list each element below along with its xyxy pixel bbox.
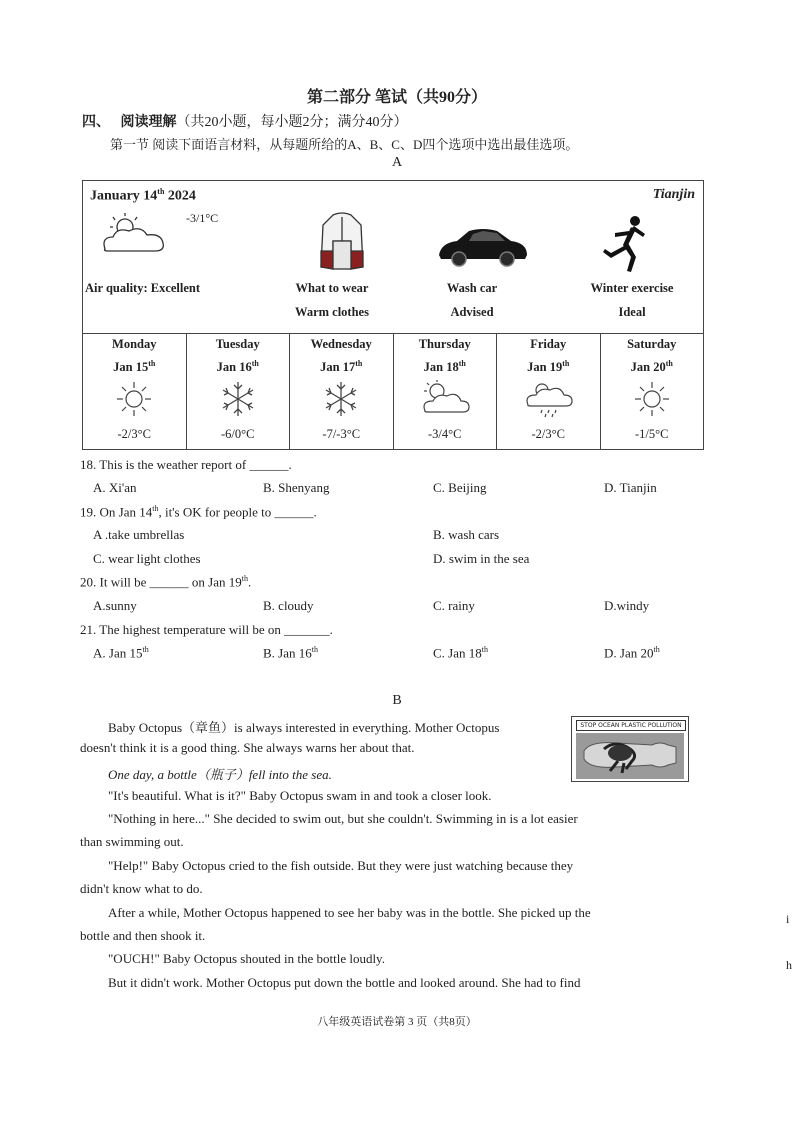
- weather-date: [90, 187, 196, 205]
- wear-value: Warm clothes: [295, 305, 369, 319]
- q19-option-c: C. wear light clothes: [93, 551, 201, 566]
- q20-option-c: C. rainy: [433, 598, 475, 613]
- forecast-temp: -1/5°C: [635, 427, 669, 441]
- plastic-pollution-photo: [571, 716, 689, 782]
- forecast-day-name: Thursday: [418, 337, 471, 351]
- section-number: 四、: [82, 115, 110, 130]
- forecast-day: [83, 333, 187, 449]
- date-sup: th: [148, 359, 156, 368]
- rain-icon: [522, 379, 574, 419]
- q18-option-d: D. Tianjin: [604, 480, 657, 495]
- forecast-day-name: Tuesday: [215, 337, 260, 351]
- date-sup: th: [665, 359, 673, 368]
- option-sup: th: [653, 645, 660, 654]
- stem-sup: th: [241, 574, 248, 583]
- stem-text: , it's OK for people to ______.: [158, 504, 317, 520]
- q19-option-d: D. swim in the sea: [433, 551, 530, 566]
- q20-option-d: D.windy: [604, 598, 650, 613]
- q21-option-a: [93, 645, 149, 661]
- air-quality: Air quality: Excellent: [85, 281, 201, 295]
- stem-text: 20. It will be ______ on Jan 19: [80, 574, 242, 590]
- instruction: 第一节 阅读下面语言材料，从每题所给的A、B、C、D四个选项中选出最佳选项。: [110, 137, 579, 152]
- passage-a-letter: A: [391, 155, 403, 170]
- forecast-temp: -2/3°C: [117, 427, 151, 441]
- date-sup: th: [251, 359, 259, 368]
- runner-icon: [601, 215, 653, 273]
- date-text: Jan 17: [320, 360, 356, 375]
- car-label: Wash car: [446, 281, 498, 295]
- stem-text: 19. On Jan 14: [80, 504, 153, 520]
- octopus-bottle-image: [576, 733, 684, 779]
- passage-line: "Nothing in here..." She decided to swim out, but she couldn't. Swimming in is a lot easier: [108, 811, 578, 826]
- forecast-temp: -3/4°C: [428, 427, 462, 441]
- passage-line: bottle and then shook it.: [80, 928, 206, 943]
- forecast-day: [497, 333, 601, 449]
- margin-mark: h: [786, 958, 792, 972]
- passage-line: "OUCH!" Baby Octopus shouted in the bottle loudly.: [108, 951, 385, 966]
- date-sup: th: [562, 359, 570, 368]
- forecast-day-date: [187, 359, 290, 375]
- question-19-stem: [80, 504, 317, 520]
- passage-line: "It's beautiful. What is it?" Baby Octopus swam in and took a closer look.: [108, 788, 492, 803]
- forecast-day-name: Wednesday: [310, 337, 372, 351]
- exercise-value: Ideal: [618, 305, 646, 319]
- sun-icon: [114, 379, 154, 419]
- option-sup: th: [142, 645, 149, 654]
- passage-line: "Help!" Baby Octopus cried to the fish outside. But they were just watching because they: [108, 858, 574, 873]
- passage-line: But it didn't work. Mother Octopus put down the bottle and looked around. She had to find: [108, 975, 581, 990]
- passage-line: than swimming out.: [80, 834, 184, 849]
- date-text: Jan 20: [630, 360, 666, 375]
- stem-text: .: [248, 574, 252, 590]
- passage-line: doesn't think it is a good thing. She always warns her about that.: [80, 740, 415, 755]
- passage-line: Baby Octopus（章鱼）is always interested in everything. Mother Octopus: [108, 720, 500, 735]
- q18-option-c: C. Beijing: [433, 480, 487, 495]
- q21-option-b: [263, 645, 318, 661]
- q19-option-b: B. wash cars: [433, 527, 500, 542]
- date-sup: th: [458, 359, 466, 368]
- today-temperature: -3/1°C: [186, 211, 219, 225]
- forecast-day: [187, 333, 291, 449]
- q19-option-a: A .take umbrellas: [93, 527, 185, 542]
- q20-option-b: B. cloudy: [263, 598, 314, 613]
- weather-today: [83, 181, 703, 334]
- date-text: Jan 15: [113, 360, 149, 375]
- forecast-day: [394, 333, 498, 449]
- photo-caption: STOP OCEAN PLASTIC POLLUTION: [576, 720, 686, 731]
- part-title: 第二部分 笔试（共90分）: [306, 89, 487, 106]
- q21-option-d: [604, 645, 660, 661]
- option-text: B. Jan 16: [263, 645, 312, 661]
- forecast-day: [601, 333, 704, 449]
- snowflake-icon: [321, 379, 361, 419]
- question-18-stem: 18. This is the weather report of ______.: [80, 457, 292, 472]
- forecast-day: [290, 333, 394, 449]
- date-text: Jan 19: [527, 360, 563, 375]
- passage-line: After a while, Mother Octopus happened to see her baby was in the bottle. She picked up the: [108, 905, 591, 920]
- partly-cloudy-icon: [419, 379, 471, 415]
- option-text: A. Jan 15: [93, 645, 143, 661]
- snowflake-icon: [218, 379, 258, 419]
- forecast-temp: -2/3°C: [531, 427, 565, 441]
- margin-mark: i: [786, 912, 790, 926]
- passage-line: One day, a bottle（瓶子）fell into the sea.: [108, 767, 332, 782]
- q20-option-a: A.sunny: [93, 598, 137, 613]
- forecast-day-date: [83, 359, 186, 375]
- section-name: 阅读理解: [120, 115, 177, 130]
- exercise-label: Winter exercise: [590, 281, 674, 295]
- option-text: C. Jan 18: [433, 645, 482, 661]
- forecast-day-name: Saturday: [627, 337, 677, 351]
- page-footer: 八年级英语试卷第 3 页（共8页）: [317, 1016, 477, 1028]
- car-icon: [435, 225, 531, 267]
- date-text: Jan 18: [423, 360, 459, 375]
- weather-city: Tianjin: [652, 187, 695, 202]
- section-heading: [82, 111, 408, 131]
- date-year: 2024: [167, 188, 196, 204]
- q18-option-b: B. Shenyang: [263, 480, 330, 495]
- forecast-day-date: [290, 359, 393, 375]
- question-21-stem: 21. The highest temperature will be on _______.: [80, 622, 333, 637]
- wear-label: What to wear: [295, 281, 369, 295]
- date-sup: th: [355, 359, 363, 368]
- section-detail: （共20小题，每小题2分；满分40分）: [176, 115, 408, 130]
- forecast-day-date: [394, 359, 497, 375]
- passage-b-letter: B: [392, 693, 402, 708]
- question-20-stem: [80, 574, 251, 590]
- jacket-icon: [317, 211, 367, 273]
- forecast-day-name: Monday: [112, 337, 157, 351]
- passage-line: didn't know what to do.: [80, 881, 203, 896]
- forecast-temp: -6/0°C: [221, 427, 255, 441]
- date-text: Jan 16: [216, 360, 252, 375]
- option-text: D. Jan 20: [604, 645, 654, 661]
- option-sup: th: [311, 645, 318, 654]
- q18-option-a: A. Xi'an: [93, 480, 137, 495]
- partly-cloudy-icon: [97, 211, 171, 255]
- forecast-day-date: [497, 359, 600, 375]
- weather-report: [82, 180, 704, 450]
- forecast-day-name: Friday: [530, 337, 567, 351]
- forecast-temp: -7/-3°C: [322, 427, 361, 441]
- option-sup: th: [481, 645, 488, 654]
- car-value: Advised: [450, 305, 494, 319]
- forecast-row: [83, 333, 703, 449]
- forecast-day-date: [601, 359, 704, 375]
- stem-sup: th: [152, 504, 159, 513]
- sun-icon: [632, 379, 672, 419]
- q21-option-c: [433, 645, 488, 661]
- date-sup: th: [157, 187, 165, 196]
- date-main: January 14: [90, 188, 158, 204]
